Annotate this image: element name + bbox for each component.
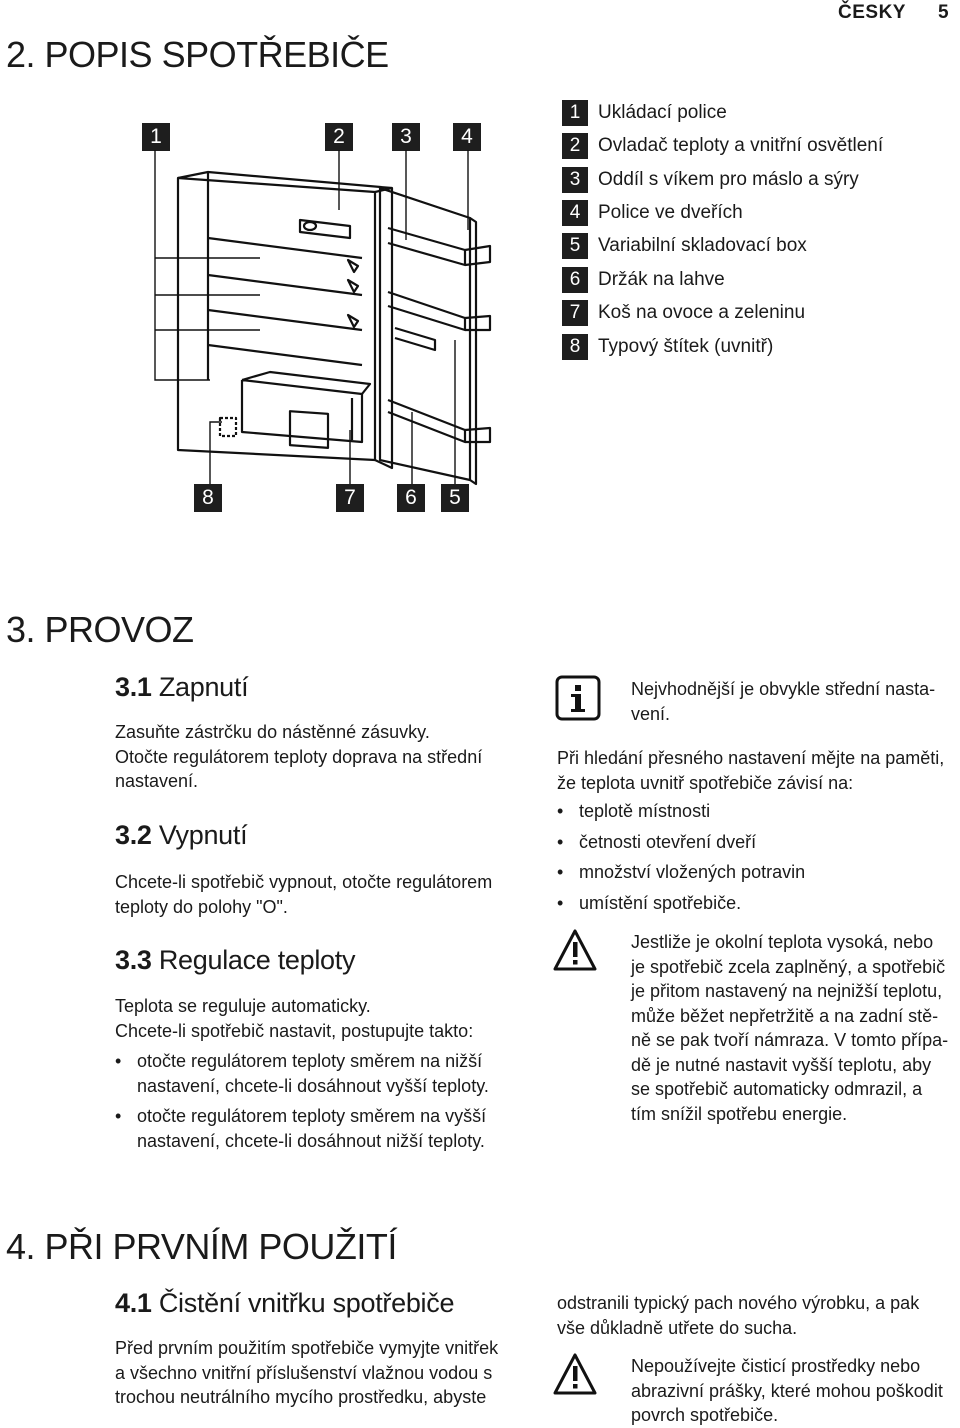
legend-number: 4 — [562, 200, 588, 226]
warning-icon — [552, 928, 598, 972]
subsection-3-1-text: Zasuňte zástrčku do nástěnné zásuvky. Otočte regulátorem teploty doprava na střední nastavení. — [115, 722, 483, 791]
legend-item — [562, 199, 743, 227]
list-item: • teplotě místnosti — [557, 799, 957, 824]
legend-item — [562, 166, 859, 194]
legend-label: Ovladač teploty a vnitřní osvětlení — [598, 135, 884, 156]
warning-icon — [552, 1352, 598, 1396]
list-item: • četnosti otevření dveří — [557, 830, 957, 855]
list-item: • otočte regulátorem teploty směrem na nižší nastavení, chcete-li dosáhnout vyšší teploty. — [115, 1049, 535, 1098]
legend-number: 6 — [562, 267, 588, 293]
info-icon — [555, 675, 601, 721]
callout-2: 2 — [325, 123, 353, 151]
page-number: 5 — [938, 2, 949, 23]
legend-item — [562, 132, 883, 160]
legend-label: Držák na lahve — [598, 269, 725, 290]
legend-item — [562, 232, 807, 260]
subsection-4-1-text: Před prvním použitím spotřebiče vymyjte vnitřek a všechno vnitřní příslušenství vlažnou vodou s trochou neutrálního mycího prostředku, abyste — [115, 1338, 499, 1407]
section-3-title: 3. PROVOZ — [6, 609, 194, 650]
legend-label: Oddíl s víkem pro máslo a sýry — [598, 169, 859, 190]
legend-item — [562, 99, 727, 127]
section-2-title: 2. POPIS SPOTŘEBIČE — [6, 34, 389, 75]
list-item: • otočte regulátorem teploty směrem na vyšší nastavení, chcete-li dosáhnout nižší teploty. — [115, 1104, 535, 1153]
fridge-illustration — [130, 150, 510, 490]
section-4-title: 4. PŘI PRVNÍM POUŽITÍ — [6, 1226, 397, 1267]
legend-number: 8 — [562, 334, 588, 360]
subsection-3-2-title: 3.2 Vypnutí — [115, 820, 248, 850]
subsection-3-1-title: 3.1 Zapnutí — [115, 672, 249, 702]
list-item: • umístění spotřebiče. — [557, 891, 957, 916]
legend-number: 1 — [562, 100, 588, 126]
callout-7: 7 — [336, 484, 364, 512]
callout-6: 6 — [397, 484, 425, 512]
legend-label: Police ve dveřích — [598, 202, 743, 223]
dependency-text: Při hledání přesného nastavení mějte na paměti, že teplota uvnitř spotřebiče závisí na: — [557, 748, 945, 793]
warning-text: Jestliže je okolní teplota vysoká, nebo je spotřebič zcela zaplněný, a spotřebič je přitom nastavený na nejnižší teplotu, může běžet nepřetržitě a na zadní stě- ně se pak tvoří námraza. V tomto přípa- dě je nutné nastavit vyšší teplotu, aby se spotřebič automaticky odmrazil, a tím snížil spotřebu energie. — [631, 932, 949, 1124]
legend-number: 7 — [562, 300, 588, 326]
legend-item — [562, 299, 805, 327]
legend-number: 3 — [562, 167, 588, 193]
regulation-list — [115, 1049, 535, 1153]
cleaning-text-continued: odstranili typický pach nového výrobku, a pak vše důkladně utřete do sucha. — [557, 1293, 920, 1338]
subsection-3-3-text: Teplota se reguluje automaticky. Chcete-li spotřebič nastavit, postupujte takto: • otočte regulátorem teploty směrem na nižší nastavení, chcete-li dosáhnout vyšší teploty. • otočte regulátorem teploty směrem na vyšší nastavení, chcete-li dosáhnout nižší teploty. — [115, 994, 535, 1153]
callout-8: 8 — [194, 484, 222, 512]
legend-label: Koš na ovoce a zeleninu — [598, 302, 806, 323]
legend-number: 5 — [562, 233, 588, 259]
legend-number: 2 — [562, 133, 588, 159]
callout-3: 3 — [392, 123, 420, 151]
list-item: • množství vložených potravin — [557, 860, 957, 885]
info-note: Nejvhodnější je obvykle střední nasta- vení. — [631, 679, 936, 724]
callout-1: 1 — [142, 123, 170, 151]
dependency-list — [557, 799, 957, 915]
subsection-3-3-title: 3.3 Regulace teploty — [115, 945, 356, 975]
cleaning-warning-text: Nepoužívejte čisticí prostředky nebo abrazivní prášky, které mohou poškodit povrch spotřebiče. — [631, 1356, 943, 1425]
subsection-3-2-text: Chcete-li spotřebič vypnout, otočte regulátorem teploty do polohy "O". — [115, 872, 493, 917]
legend-label: Variabilní skladovací box — [598, 235, 807, 256]
subsection-4-1-title: 4.1 Čistění vnitřku spotřebiče — [115, 1288, 455, 1318]
legend-item — [562, 266, 725, 294]
legend-item — [562, 333, 773, 361]
callout-4: 4 — [453, 123, 481, 151]
callout-5: 5 — [441, 484, 469, 512]
legend-label: Typový štítek (uvnitř) — [598, 336, 774, 357]
header-language: ČESKY — [838, 2, 906, 23]
legend-label: Ukládací police — [598, 102, 727, 123]
